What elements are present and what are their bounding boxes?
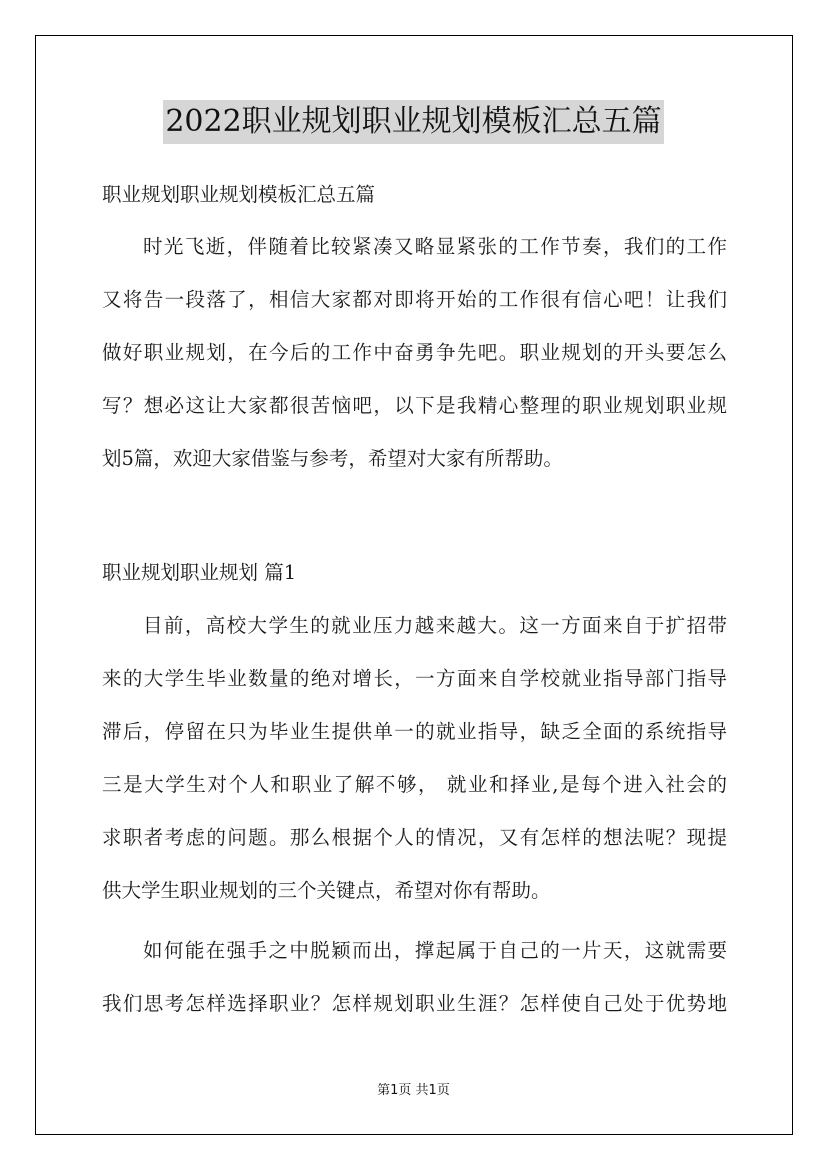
paragraph-line: 供大学生职业规划的三个关键点，希望对你有帮助。 xyxy=(102,879,551,902)
intro-line: 划5篇，欢迎大家借鉴与参考，希望对大家有所帮助。 xyxy=(102,447,563,470)
section-heading: 职业规划职业规划 篇1 xyxy=(102,561,297,584)
paragraph-line: 滞后，停留在只为毕业生提供单一的就业指导，缺乏全面的系统指导 xyxy=(102,720,727,743)
intro-line: 写？想必这让大家都很苦恼吧，以下是我精心整理的职业规划职业规 xyxy=(102,394,727,417)
page-footer: 第1页 共1页 xyxy=(377,1083,450,1098)
paragraph-line: 如何能在强手之中脱颖而出，撑起属于自己的一片天，这就需要 xyxy=(143,939,727,962)
title-container xyxy=(0,100,827,144)
paragraph-line: 我们思考怎样选择职业？怎样规划职业生涯？怎样使自己处于优势地 xyxy=(102,992,727,1015)
intro-line: 时光飞逝，伴随着比较紧凑又略显紧张的工作节奏，我们的工作 xyxy=(143,235,727,258)
paragraph-line: 三是大学生对个人和职业了解不够， 就业和择业,是每个进入社会的 xyxy=(102,773,727,796)
paragraph-line: 求职者考虑的问题。那么根据个人的情况，又有怎样的想法呢？现提 xyxy=(102,826,727,849)
document-title: 2022职业规划职业规划模板汇总五篇 xyxy=(163,100,663,144)
paragraph-line: 来的大学生毕业数量的绝对增长，一方面来自学校就业指导部门指导 xyxy=(102,667,727,690)
document-subtitle: 职业规划职业规划模板汇总五篇 xyxy=(102,183,376,206)
intro-line: 做好职业规划，在今后的工作中奋勇争先吧。职业规划的开头要怎么 xyxy=(102,341,727,364)
intro-line: 又将告一段落了，相信大家都对即将开始的工作很有信心吧！让我们 xyxy=(102,288,727,311)
paragraph-line: 目前，高校大学生的就业压力越来越大。这一方面来自于扩招带 xyxy=(143,614,727,637)
